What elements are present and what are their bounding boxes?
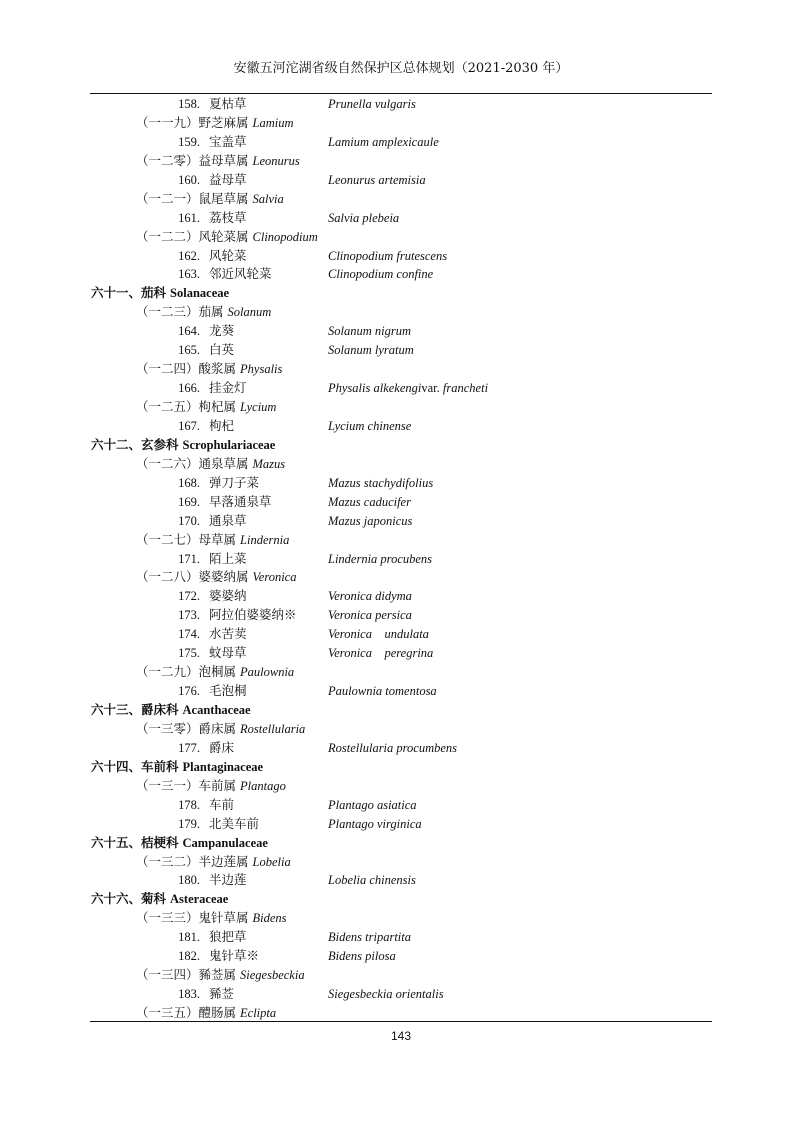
genus-label	[136, 398, 276, 417]
species-chinese-name: 邻近风轮菜	[209, 266, 272, 282]
scientific-name-text: Bidens pilosa	[328, 949, 396, 964]
species-number: 173.	[178, 608, 200, 623]
family-heading	[0, 890, 794, 909]
genus-latin-name: Veronica	[252, 570, 297, 585]
genus-chinese-name: （一二二）风轮菜属	[136, 228, 249, 244]
species-row	[0, 928, 794, 947]
species-chinese-name: 陌上菜	[209, 550, 247, 566]
species-number: 160.	[178, 172, 200, 187]
scientific-name-text: Siegesbeckia orientalis	[328, 987, 444, 1002]
species-chinese-name: 北美车前	[209, 815, 260, 831]
family-latin-name: Acanthaceae	[182, 703, 251, 717]
family-chinese-name: 六十五、桔梗科	[91, 834, 179, 850]
species-chinese-name: 早落通泉草	[209, 493, 272, 509]
species-scientific-name	[328, 587, 412, 606]
genus-label	[136, 531, 289, 550]
scientific-name-text: Veronica didyma	[328, 589, 412, 604]
species-number: 171.	[178, 551, 200, 566]
species-number: 180.	[178, 873, 200, 888]
genus-heading	[0, 398, 794, 417]
scientific-name-text: Clinopodium confine	[328, 267, 434, 282]
species-row	[0, 133, 794, 152]
genus-chinese-name: （一二四）酸浆属	[136, 361, 237, 377]
genus-label	[136, 360, 282, 379]
species-chinese-name: 半边莲	[209, 872, 247, 888]
species-row	[0, 247, 794, 266]
genus-chinese-name: （一二九）泡桐属	[136, 664, 237, 680]
genus-latin-name: Paulownia	[240, 665, 295, 680]
genus-chinese-name: （一二七）母草属	[136, 531, 237, 547]
species-number: 183.	[178, 987, 200, 1002]
family-latin-name: Campanulaceae	[182, 835, 268, 850]
species-row	[0, 550, 794, 569]
species-number: 159.	[178, 134, 200, 149]
scientific-name-text: Veronica peregrina	[328, 646, 434, 661]
species-list	[0, 95, 794, 1023]
species-chinese-name: 豨莶	[209, 986, 235, 1002]
species-number: 181.	[178, 930, 200, 945]
species-scientific-name	[328, 625, 429, 644]
genus-label	[136, 777, 286, 796]
species-scientific-name	[328, 265, 433, 284]
genus-chinese-name: （一二八）婆婆纳属	[136, 569, 249, 585]
genus-chinese-name: （一一九）野芝麻属	[136, 114, 249, 130]
scientific-name-text: Prunella vulgaris	[328, 97, 416, 111]
genus-latin-name: Lobelia	[252, 854, 291, 869]
page-header-title: 安徽五河沱湖省级自然保护区总体规划（2021-2030 年）	[233, 61, 569, 76]
species-number: 161.	[178, 210, 200, 225]
species-row	[0, 265, 794, 284]
species-chinese-name: 蚊母草	[209, 645, 247, 661]
species-row	[0, 682, 794, 701]
species-chinese-name: 毛泡桐	[209, 683, 247, 699]
species-chinese-name: 水苦荬	[209, 626, 247, 642]
family-latin-name: Scrophulariaceae	[182, 437, 276, 452]
genus-label	[136, 114, 294, 133]
species-scientific-name	[328, 247, 447, 266]
genus-label	[136, 190, 284, 209]
species-chinese-name: 弹刀子菜	[209, 474, 260, 490]
species-number: 165.	[178, 343, 200, 358]
scientific-name-text: Veronica undulata	[328, 627, 429, 642]
scientific-name-text: Mazus stachydifolius	[328, 475, 434, 490]
family-chinese-name: 六十一、茄科	[91, 285, 167, 301]
genus-chinese-name: （一三五）醴肠属	[136, 1005, 237, 1020]
species-chinese-name: 通泉草	[209, 512, 247, 528]
species-chinese-name: 鬼针草※	[209, 948, 260, 964]
family-heading	[0, 758, 794, 777]
family-latin-name: Solanaceae	[170, 286, 230, 301]
species-row	[0, 606, 794, 625]
scientific-name-text: Veronica persica	[328, 608, 412, 623]
species-number: 175.	[178, 646, 200, 661]
species-row	[0, 417, 794, 436]
species-row	[0, 512, 794, 531]
genus-label	[136, 455, 285, 474]
scientific-name-text: Solanum nigrum	[328, 324, 411, 339]
genus-chinese-name: （一三零）爵床属	[136, 720, 237, 736]
scientific-name-text: Solanum lyratum	[328, 343, 414, 358]
species-row	[0, 947, 794, 966]
family-heading	[0, 834, 794, 853]
species-scientific-name	[328, 493, 411, 512]
genus-latin-name: Lamium	[252, 115, 294, 130]
page-number: 143	[390, 1029, 412, 1043]
species-number: 178.	[178, 797, 200, 812]
family-label	[91, 284, 229, 303]
species-scientific-name	[328, 871, 416, 890]
species-chinese-name: 车前	[209, 796, 235, 812]
species-row	[0, 474, 794, 493]
genus-latin-name: Leonurus	[252, 153, 300, 168]
scientific-name-text: Lycium chinense	[328, 418, 412, 433]
species-row	[0, 171, 794, 190]
family-heading	[0, 284, 794, 303]
species-number: 163.	[178, 267, 200, 282]
species-number: 168.	[178, 475, 200, 490]
genus-heading	[0, 720, 794, 739]
scientific-name-text: Plantago virginica	[328, 816, 422, 831]
genus-latin-name: Lycium	[240, 400, 277, 414]
family-chinese-name: 六十二、玄参科	[91, 436, 179, 452]
species-number: 170.	[178, 513, 200, 528]
species-row	[0, 587, 794, 606]
genus-heading	[0, 853, 794, 872]
species-chinese-name: 龙葵	[209, 323, 235, 339]
species-chinese-name: 夏枯草	[209, 96, 247, 111]
genus-chinese-name: （一三三）鬼针草属	[136, 910, 249, 926]
species-row	[0, 871, 794, 890]
genus-label	[136, 966, 305, 985]
scientific-name-text: Bidens tripartita	[328, 930, 411, 945]
species-number: 174.	[178, 627, 200, 642]
species-row	[0, 815, 794, 834]
species-number: 172.	[178, 589, 200, 604]
genus-heading	[0, 966, 794, 985]
family-heading	[0, 701, 794, 720]
species-chinese-name: 爵床	[209, 739, 235, 755]
scientific-name-text: Rostellularia procumbens	[328, 740, 458, 755]
species-row	[0, 379, 794, 398]
species-number: 166.	[178, 381, 200, 396]
family-heading	[0, 436, 794, 455]
species-row	[0, 322, 794, 341]
species-number: 164.	[178, 324, 200, 339]
genus-label	[136, 303, 271, 322]
scientific-name-text: Physalis alkekengi	[328, 381, 422, 396]
scientific-name-text: Lamium amplexicaule	[328, 134, 439, 149]
species-scientific-name	[328, 512, 412, 531]
family-chinese-name: 六十三、爵床科	[91, 702, 179, 717]
family-label	[91, 436, 275, 455]
species-scientific-name	[328, 928, 411, 947]
species-scientific-name	[328, 815, 422, 834]
species-row	[0, 209, 794, 228]
genus-latin-name: Solanum	[227, 305, 272, 320]
species-row	[0, 625, 794, 644]
species-row	[0, 796, 794, 815]
family-label	[91, 834, 268, 853]
genus-chinese-name: （一三二）半边莲属	[136, 853, 249, 869]
species-row	[0, 493, 794, 512]
species-scientific-name	[328, 796, 417, 815]
genus-latin-name: Lindernia	[240, 532, 290, 547]
species-scientific-name	[328, 209, 399, 228]
species-chinese-name: 益母草	[209, 171, 247, 187]
species-scientific-name	[328, 322, 411, 341]
species-scientific-name	[328, 95, 416, 114]
genus-heading	[0, 303, 794, 322]
species-scientific-name	[328, 550, 432, 569]
family-label	[91, 758, 263, 777]
species-row	[0, 341, 794, 360]
scientific-name-text: Salvia plebeia	[328, 210, 400, 225]
species-chinese-name: 枸杞	[209, 417, 235, 433]
genus-label	[136, 853, 291, 872]
scientific-name-text: Mazus caducifer	[328, 494, 411, 509]
family-latin-name: Plantaginaceae	[182, 759, 264, 774]
species-number: 177.	[178, 740, 200, 755]
genus-heading	[0, 228, 794, 247]
header-divider	[90, 93, 712, 94]
species-scientific-name	[328, 606, 412, 625]
species-chinese-name: 宝盖草	[209, 133, 247, 149]
genus-heading	[0, 568, 794, 587]
scientific-name-text: Plantago asiatica	[328, 797, 417, 812]
species-row	[0, 739, 794, 758]
scientific-name-text: Lindernia procubens	[328, 551, 433, 566]
genus-chinese-name: （一三四）豨莶属	[136, 967, 237, 983]
species-scientific-name	[328, 171, 426, 190]
genus-heading	[0, 455, 794, 474]
genus-chinese-name: （一二零）益母草属	[136, 152, 249, 168]
scientific-name-text: Clinopodium frutescens	[328, 248, 448, 263]
species-scientific-name	[328, 644, 433, 663]
species-chinese-name: 荔枝草	[209, 209, 247, 225]
species-row	[0, 644, 794, 663]
species-row	[0, 985, 794, 1004]
species-number: 176.	[178, 684, 200, 699]
genus-label	[136, 663, 294, 682]
genus-chinese-name: （一二五）枸杞属	[136, 399, 237, 414]
species-number: 182.	[178, 949, 200, 964]
genus-heading	[0, 114, 794, 133]
species-number: 162.	[178, 248, 200, 263]
family-latin-name: Asteraceae	[170, 892, 229, 907]
genus-heading	[0, 190, 794, 209]
family-chinese-name: 六十六、菊科	[91, 891, 167, 907]
scientific-name-text: Mazus japonicus	[328, 513, 413, 528]
genus-heading	[0, 152, 794, 171]
species-scientific-name	[328, 379, 488, 398]
genus-latin-name: Mazus	[252, 456, 286, 471]
family-label	[91, 701, 251, 720]
species-chinese-name: 白英	[209, 342, 235, 358]
species-chinese-name: 阿拉伯婆婆纳※	[209, 607, 297, 623]
genus-chinese-name: （一三一）车前属	[136, 777, 237, 793]
genus-heading	[0, 909, 794, 928]
genus-label	[136, 152, 300, 171]
species-number: 169.	[178, 494, 200, 509]
genus-latin-name: Rostellularia	[240, 721, 306, 736]
species-chinese-name: 狼把草	[209, 929, 247, 945]
genus-latin-name: Salvia	[252, 191, 284, 206]
species-row	[0, 95, 794, 114]
species-scientific-name	[328, 341, 414, 360]
species-scientific-name	[328, 474, 433, 493]
genus-chinese-name: （一二一）鼠尾草属	[136, 190, 249, 206]
genus-latin-name: Physalis	[240, 362, 283, 377]
genus-label	[136, 568, 297, 587]
genus-heading	[0, 663, 794, 682]
variety-marker: var.	[421, 381, 440, 396]
scientific-name-text: Leonurus artemisia	[328, 172, 426, 187]
genus-latin-name: Eclipta	[240, 1006, 277, 1020]
genus-label	[136, 909, 287, 928]
genus-heading	[0, 531, 794, 550]
species-number: 179.	[178, 816, 200, 831]
species-chinese-name: 风轮菜	[209, 247, 247, 263]
genus-chinese-name: （一二六）通泉草属	[136, 455, 249, 471]
species-scientific-name	[328, 739, 457, 758]
variety-epithet: francheti	[439, 381, 489, 396]
family-label	[91, 890, 228, 909]
genus-latin-name: Bidens	[252, 911, 287, 926]
species-scientific-name	[328, 133, 439, 152]
footer-divider	[90, 1021, 712, 1022]
scientific-name-text: Paulownia tomentosa	[328, 684, 437, 699]
species-chinese-name: 婆婆纳	[209, 588, 247, 604]
genus-heading	[0, 777, 794, 796]
species-scientific-name	[328, 985, 444, 1004]
genus-label	[136, 228, 318, 247]
family-chinese-name: 六十四、车前科	[91, 758, 179, 774]
genus-heading	[0, 360, 794, 379]
genus-chinese-name: （一二三）茄属	[136, 304, 224, 320]
genus-latin-name: Plantago	[240, 778, 286, 793]
genus-label	[136, 720, 305, 739]
species-number: 167.	[178, 418, 200, 433]
species-chinese-name: 挂金灯	[209, 380, 247, 396]
scientific-name-text: Lobelia chinensis	[328, 873, 416, 888]
genus-latin-name: Siegesbeckia	[240, 968, 305, 983]
species-scientific-name	[328, 682, 437, 701]
genus-latin-name: Clinopodium	[252, 229, 318, 244]
species-scientific-name	[328, 417, 411, 436]
species-number: 158.	[178, 97, 200, 111]
species-scientific-name	[328, 947, 396, 966]
